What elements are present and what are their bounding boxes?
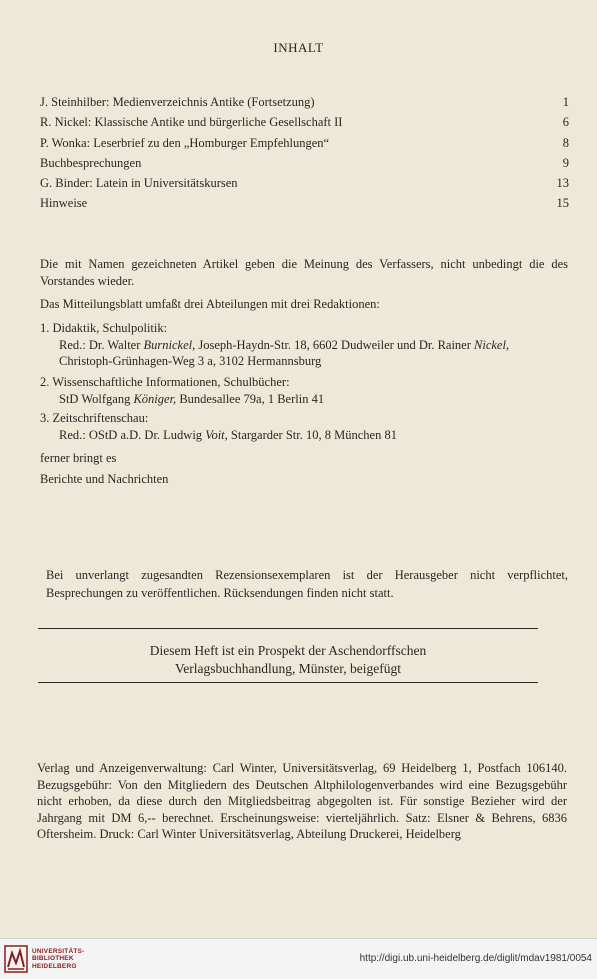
department-1 (40, 320, 568, 370)
toc-entry: P. Wonka: Leserbrief zu den „Homburger Empfehlungen“ (40, 135, 330, 150)
logo-line: BIBLIOTHEK (32, 955, 74, 963)
toc-page-number: 15 (556, 196, 569, 211)
prospekt-line: Diesem Heft ist ein Prospekt der Aschendorffschen (149, 643, 427, 658)
logo-line: HEIDELBERG (32, 962, 77, 970)
toc-row (40, 92, 569, 112)
also-text: ferner bringt es (40, 451, 117, 465)
toc-entry: R. Nickel: Klassische Antike und bürgerliche Gesellschaft II (40, 115, 343, 130)
reports-text: Berichte und Nachrichten (40, 472, 169, 486)
editor-text: Red.: Dr. Walter (59, 337, 144, 352)
toc-row (40, 133, 569, 153)
toc-page-number: 9 (562, 155, 569, 170)
toc-entry: Buchbesprechungen (40, 155, 142, 170)
editor-text: Stargarder Str. 10, 8 München 81 (227, 427, 397, 442)
editor-name: Königer, (133, 391, 177, 406)
editor-name: Voit, (205, 427, 228, 442)
department-editor-line (40, 391, 568, 408)
toc-page-number: 1 (562, 95, 569, 109)
toc-entry: G. Binder: Latein in Universitätskursen (40, 176, 238, 191)
viewer-footer (0, 938, 597, 979)
toc-page-number: 8 (562, 135, 569, 150)
toc-row (40, 173, 569, 193)
department-heading: 1. Didaktik, Schulpolitik: (40, 321, 168, 335)
department-heading: 3. Zeitschriftenschau: (40, 411, 149, 425)
editor-text: StD Wolfgang (59, 391, 134, 406)
departments-intro: Das Mitteilungsblatt umfaßt drei Abteilungen mit drei Redaktionen: (40, 297, 380, 311)
department-3 (40, 410, 568, 443)
toc-entry: Hinweise (40, 196, 88, 211)
department-heading: 2. Wissenschaftliche Informationen, Schulbücher: (40, 375, 290, 389)
divider-bottom (38, 682, 538, 683)
department-address-line: Christoph-Grünhagen-Weg 3 a, 3102 Hermannsburg (59, 354, 322, 368)
toc-entry: J. Steinhilber: Medienverzeichnis Antike (Fortsetzung) (40, 95, 315, 109)
department-editor-line (40, 337, 568, 354)
editor-text: Red.: OStD a.D. Dr. Ludwig (59, 427, 206, 442)
permalink-url[interactable]: http://digi.ub.uni-heidelberg.de/diglit/mdav1981/0054 (359, 953, 592, 964)
toc-row (40, 112, 569, 132)
prospekt-notice (38, 642, 538, 678)
university-library-logo-icon (4, 945, 28, 973)
divider-top (38, 628, 538, 629)
imprint-paragraph: Verlag und Anzeigenverwaltung: Carl Winter, Universitätsverlag, 69 Heidelberg 1, Postfach 106140. Bezugsgebühr: Von den Mitgliedern des Deutschen Altphilologenverbandes wird eine Bezugsgebühr nicht erhoben, da diese durch den Mitgliedsbeitrag abgegolten ist. Für sonstige Bezieher wird der Jahrgang mit DM 6,-- berechnet. Erscheinungsweise: vierteljährlich. Satz: Elsner & Behrens, 6836 Oftersheim. Druck: Carl Winter Universitätsverlag, Abteilung Druckerei, Heidelberg (37, 761, 567, 841)
toc-page-number: 6 (562, 115, 569, 130)
library-logo[interactable] (4, 945, 84, 973)
editor-name: Nickel, (474, 337, 510, 352)
department-editor-line (40, 427, 568, 444)
toc-row (40, 193, 569, 213)
department-2 (40, 374, 568, 407)
logo-line: UNIVERSITÄTS- (32, 947, 85, 955)
editor-text: Bundesallee 79a, 1 Berlin 41 (176, 391, 325, 406)
editor-name: Burnickel, (143, 337, 196, 352)
toc-page-number: 13 (556, 176, 569, 191)
library-logo-text (32, 948, 84, 971)
editor-text: Joseph-Haydn-Str. 18, 6602 Dudweiler und Dr. Rainer (195, 337, 475, 352)
page-title: INHALT (273, 40, 324, 55)
table-of-contents (40, 92, 569, 214)
review-notice: Bei unverlangt zugesandten Rezensionsexemplaren ist der Herausgeber nicht verpflichtet, Besprechungen zu veröffentlichen. Rücksendungen finden nicht statt. (46, 568, 568, 600)
disclaimer-paragraph: Die mit Namen gezeichneten Artikel geben die Meinung des Verfassers, nicht unbedingt die des Vorstandes wieder. (40, 257, 568, 288)
toc-row (40, 153, 569, 173)
prospekt-line: Verlagsbuchhandlung, Münster, beigefügt (175, 661, 401, 676)
